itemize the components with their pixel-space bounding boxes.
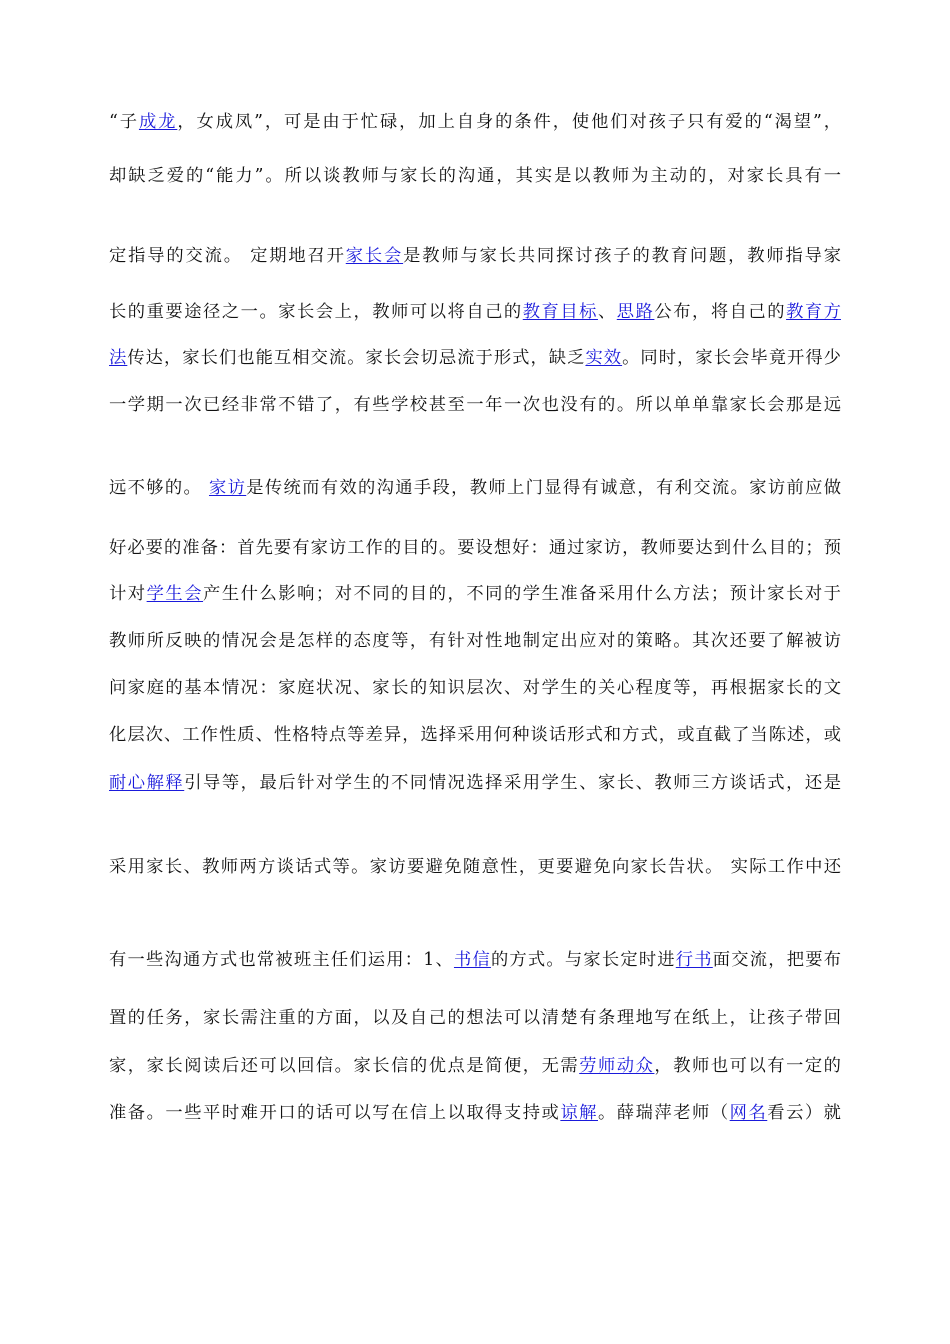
text-line [109, 161, 841, 191]
text-line [109, 626, 841, 656]
text-segment: 好必要的准备：首先要有家访工作的目的。要设想好：通过家访，教师要达到什么目的；预 [109, 538, 841, 558]
text-segment: 传达，家长们也能互相交流。家长会切忌流于形式，缺乏 [127, 348, 586, 368]
inline-link[interactable]: 耐心解释 [109, 773, 185, 793]
text-segment: 看云）就 [767, 1103, 841, 1123]
text-segment: 有一些沟通方式也常被班主任们运用：1、 [109, 950, 454, 970]
text-segment: “子 [109, 112, 139, 132]
text-line [109, 1003, 841, 1033]
inline-link[interactable]: 思路 [616, 302, 655, 322]
text-line [109, 297, 841, 327]
text-segment: 是教师与家长共同探讨孩子的教育问题，教师指导家 [403, 246, 841, 266]
text-line [109, 533, 841, 563]
inline-link[interactable]: 谅解 [560, 1103, 598, 1123]
text-segment: 教师所反映的情况会是怎样的态度等，有针对性地制定出应对的策略。其次还要了解被访 [109, 631, 841, 651]
inline-link[interactable]: 行书 [675, 950, 713, 970]
text-segment: 化层次、工作性质、性格特点等差异，选择采用何种谈话形式和方式，或直截了当陈述，或 [109, 725, 841, 745]
text-segment: 。同时，家长会毕竟开得少 [622, 348, 841, 368]
inline-link[interactable]: 教育目标 [522, 302, 598, 322]
text-segment: 面交流，把要布 [712, 950, 841, 970]
text-segment: 置的任务，家长需注重的方面，以及自己的想法可以清楚有条理地写在纸上，让孩子带回 [109, 1008, 841, 1028]
text-line [109, 945, 841, 975]
text-line [109, 673, 841, 703]
inline-link[interactable]: 法 [109, 348, 128, 368]
inline-link[interactable]: 实效 [585, 348, 623, 368]
text-segment: 公布，将自己的 [654, 302, 787, 322]
text-segment: 定指导的交流。 定期地召开 [109, 246, 346, 266]
inline-link[interactable]: 学生会 [146, 584, 204, 604]
text-segment: 、 [597, 302, 617, 322]
text-line [109, 473, 841, 503]
inline-link[interactable]: 成龙 [138, 112, 178, 132]
text-line [109, 720, 841, 750]
text-segment: 家，家长阅读后还可以回信。家长信的优点是简便，无需 [109, 1056, 580, 1076]
text-segment: 问家庭的基本情况：家庭状况、家长的知识层次、对学生的关心程度等，再根据家长的文 [109, 678, 841, 698]
inline-link[interactable]: 家访 [208, 478, 247, 498]
text-line [109, 1098, 841, 1128]
text-line [109, 768, 841, 798]
text-line [109, 241, 841, 271]
text-line [109, 1051, 841, 1081]
text-segment: 计对 [109, 584, 147, 604]
text-segment: 产生什么影响；对不同的目的，不同的学生准备采用什么方法；预计家长对于 [203, 584, 841, 604]
text-segment: 远不够的。 [109, 478, 209, 498]
text-line [109, 107, 841, 137]
inline-link[interactable]: 家长会 [345, 246, 404, 266]
text-segment: 一学期一次已经非常不错了，有些学校甚至一年一次也没有的。所以单单靠家长会那是远 [109, 395, 841, 415]
text-segment: 的方式。与家长定时进 [490, 950, 676, 970]
text-segment: 长的重要途径之一。家长会上，教师可以将自己的 [109, 302, 523, 322]
text-segment: 引导等，最后针对学生的不同情况选择采用学生、家长、教师三方谈话式，还是 [184, 773, 841, 793]
text-segment: 采用家长、教师两方谈话式等。家访要避免随意性，更要避免向家长告状。 实际工作中还 [109, 857, 841, 877]
text-segment: 准备。一些平时难开口的话可以写在信上以取得支持或 [109, 1103, 561, 1123]
text-segment: ，女成凤”，可是由于忙碌，加上自身的条件，使他们对孩子只有爱的“渴望”， [177, 112, 841, 132]
inline-link[interactable]: 教育方 [786, 302, 841, 322]
inline-link[interactable]: 劳师动众 [579, 1056, 655, 1076]
text-segment: ，教师也可以有一定的 [654, 1056, 841, 1076]
text-line [109, 852, 841, 882]
text-line [109, 343, 841, 373]
text-segment: 却缺乏爱的“能力”。所以谈教师与家长的沟通，其实是以教师为主动的，对家长具有一 [109, 166, 841, 186]
inline-link[interactable]: 书信 [453, 950, 491, 970]
text-line [109, 579, 841, 609]
inline-link[interactable]: 网名 [729, 1103, 768, 1123]
text-segment: 。薛瑞萍老师（ [597, 1103, 730, 1123]
text-segment: 是传统而有效的沟通手段，教师上门显得有诚意，有利交流。家访前应做 [246, 478, 841, 498]
text-line [109, 390, 841, 420]
